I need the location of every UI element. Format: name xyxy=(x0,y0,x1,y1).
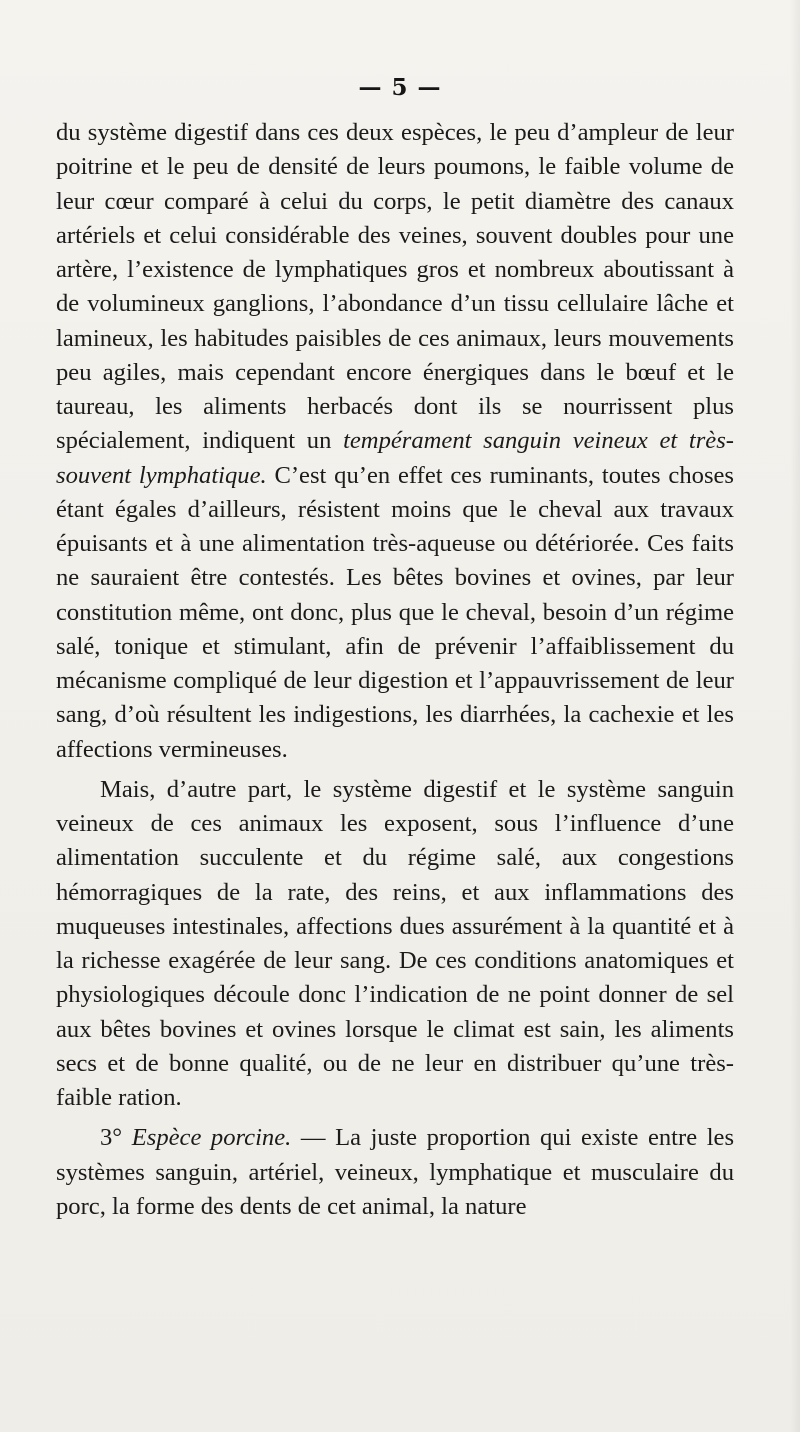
paragraph-1 xyxy=(56,116,734,767)
section-heading: Espèce porcine. xyxy=(131,1124,292,1152)
paragraph-1-text-1: du système digestif dans ces deux espèces, le peu d’ampleur de leur poitrine et le peu de densité de leurs poumons, le faible volume de leur cœur comparé à celui du corps, le petit diamètre des canaux artériels et celui considérable des veines, souvent doubles pour une artère, l’existence de lymphatiques gros et nombreux aboutissant à de volumineux ganglions, l’abondance d’un tissu cellulaire lâche et lamineux, les habitudes paisibles de ces animaux, leurs mouvements peu agiles, mais cependant encore énergiques dans le bœuf et le taureau, les aliments herbacés dont ils se nourrissent plus spécialement, indiquent un xyxy=(56,119,734,455)
paragraph-2 xyxy=(56,773,734,1116)
page-number: — 5 — xyxy=(358,74,442,101)
paragraph-3 xyxy=(56,1121,734,1224)
page-body xyxy=(56,116,734,1224)
paragraph-1-text-2: C’est qu’en effet ces ruminants, toutes choses étant égales d’ailleurs, résistent moins que le cheval aux travaux épuisants et à une alimentation très-aqueuse ou détériorée. Ces faits ne sauraient être contestés. Les bêtes bovines et ovines, par leur constitution même, ont donc, plus que le cheval, besoin d’un régime salé, tonique et stimulant, afin de prévenir l’affaiblissement du mécanisme compliqué de leur digestion et l’appauvrissement de leur sang, d’où résultent les indigestions, les diarrhées, la cachexie et les affections vermineuses. xyxy=(56,461,734,763)
paragraph-2-text: Mais, d’autre part, le système digestif et le système sanguin veineux de ces animaux les exposent, sous l’influence d’une alimentation succulente et du régime salé, aux congestions hémorragiques de la rate, des reins, et aux inflammations des muqueuses intestinales, affections dues assurément à la quantité et à la richesse exagérée de leur sang. De ces conditions anatomiques et physiologiques découle donc l’indication de ne point donner de sel aux bêtes bovines et ovines lorsque le climat est sain, les aliments secs et de bonne qualité, ou de ne leur en distribuer qu’une très-faible ration. xyxy=(56,775,734,1111)
paragraph-3-number: 3° xyxy=(100,1124,132,1152)
paragraph-1-italic: tempérament sanguin veineux et très-souvent lymphatique. xyxy=(56,427,734,489)
paragraph-3-text: — La juste proportion qui existe entre les systèmes sanguin, artériel, veineux, lymphatique et musculaire du porc, la forme des dents de cet animal, la nature xyxy=(56,1124,735,1220)
